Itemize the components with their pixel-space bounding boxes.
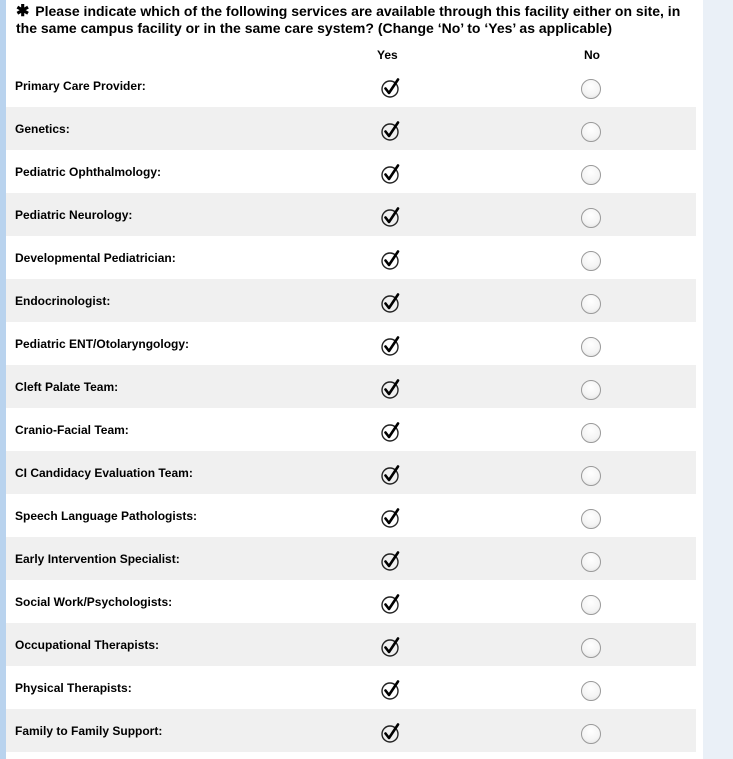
yes-radio-checked-icon[interactable] — [379, 120, 401, 142]
service-label: Pediatric ENT/Otolaryngology: — [15, 337, 190, 351]
services-list — [6, 64, 696, 752]
service-row — [6, 193, 696, 236]
service-label: Genetics: — [15, 122, 70, 136]
service-row — [6, 494, 696, 537]
no-radio-button[interactable] — [581, 122, 601, 142]
no-radio-button[interactable] — [581, 638, 601, 658]
service-row — [6, 623, 696, 666]
service-row — [6, 408, 696, 451]
yes-radio-checked-icon[interactable] — [379, 206, 401, 228]
service-label: Social Work/Psychologists: — [15, 595, 173, 609]
no-radio-button[interactable] — [581, 595, 601, 615]
yes-radio-checked-icon[interactable] — [379, 679, 401, 701]
service-row — [6, 107, 696, 150]
question-text — [16, 3, 696, 36]
service-label: Occupational Therapists: — [15, 638, 160, 652]
question-prompt: Please indicate which of the following services are available through this facility either on site, in the same campus facility or in the same care system? (Change ‘No’ to ‘Yes’ as applicable) — [16, 3, 681, 36]
no-radio-button[interactable] — [581, 294, 601, 314]
no-radio-button[interactable] — [581, 724, 601, 744]
no-radio-button[interactable] — [581, 337, 601, 357]
no-radio-button[interactable] — [581, 165, 601, 185]
yes-radio-checked-icon[interactable] — [379, 378, 401, 400]
yes-radio-checked-icon[interactable] — [379, 722, 401, 744]
no-radio-button[interactable] — [581, 466, 601, 486]
yes-radio-checked-icon[interactable] — [379, 421, 401, 443]
yes-radio-checked-icon[interactable] — [379, 464, 401, 486]
yes-radio-checked-icon[interactable] — [379, 292, 401, 314]
service-row — [6, 322, 696, 365]
yes-radio-checked-icon[interactable] — [379, 550, 401, 572]
right-margin-panel — [703, 0, 733, 759]
service-row — [6, 365, 696, 408]
service-label: Early Intervention Specialist: — [15, 552, 180, 566]
service-label: Developmental Pediatrician: — [15, 251, 176, 265]
service-label: Pediatric Neurology: — [15, 208, 133, 222]
service-row — [6, 150, 696, 193]
no-radio-button[interactable] — [581, 681, 601, 701]
service-row — [6, 537, 696, 580]
no-radio-button[interactable] — [581, 380, 601, 400]
service-label: Pediatric Ophthalmology: — [15, 165, 162, 179]
service-label: Physical Therapists: — [15, 681, 132, 695]
column-header-yes: Yes — [377, 48, 398, 62]
no-radio-button[interactable] — [581, 509, 601, 529]
column-header-no: No — [584, 48, 600, 62]
yes-radio-checked-icon[interactable] — [379, 593, 401, 615]
no-radio-button[interactable] — [581, 208, 601, 228]
yes-radio-checked-icon[interactable] — [379, 335, 401, 357]
service-label: Cranio-Facial Team: — [15, 423, 129, 437]
no-radio-button[interactable] — [581, 423, 601, 443]
yes-radio-checked-icon[interactable] — [379, 163, 401, 185]
service-row — [6, 279, 696, 322]
yes-radio-checked-icon[interactable] — [379, 636, 401, 658]
service-row — [6, 666, 696, 709]
service-label: Primary Care Provider: — [15, 79, 146, 93]
no-radio-button[interactable] — [581, 79, 601, 99]
yes-radio-checked-icon[interactable] — [379, 507, 401, 529]
no-radio-button[interactable] — [581, 552, 601, 572]
service-row — [6, 580, 696, 623]
service-row — [6, 451, 696, 494]
no-radio-button[interactable] — [581, 251, 601, 271]
service-label: Endocrinologist: — [15, 294, 111, 308]
service-label: CI Candidacy Evaluation Team: — [15, 466, 193, 480]
yes-radio-checked-icon[interactable] — [379, 249, 401, 271]
service-label: Cleft Palate Team: — [15, 380, 119, 394]
yes-radio-checked-icon[interactable] — [379, 77, 401, 99]
required-marker: ✱ — [16, 3, 30, 20]
service-label: Speech Language Pathologists: — [15, 509, 198, 523]
service-row — [6, 236, 696, 279]
service-label: Family to Family Support: — [15, 724, 163, 738]
service-row — [6, 64, 696, 107]
service-row — [6, 709, 696, 752]
